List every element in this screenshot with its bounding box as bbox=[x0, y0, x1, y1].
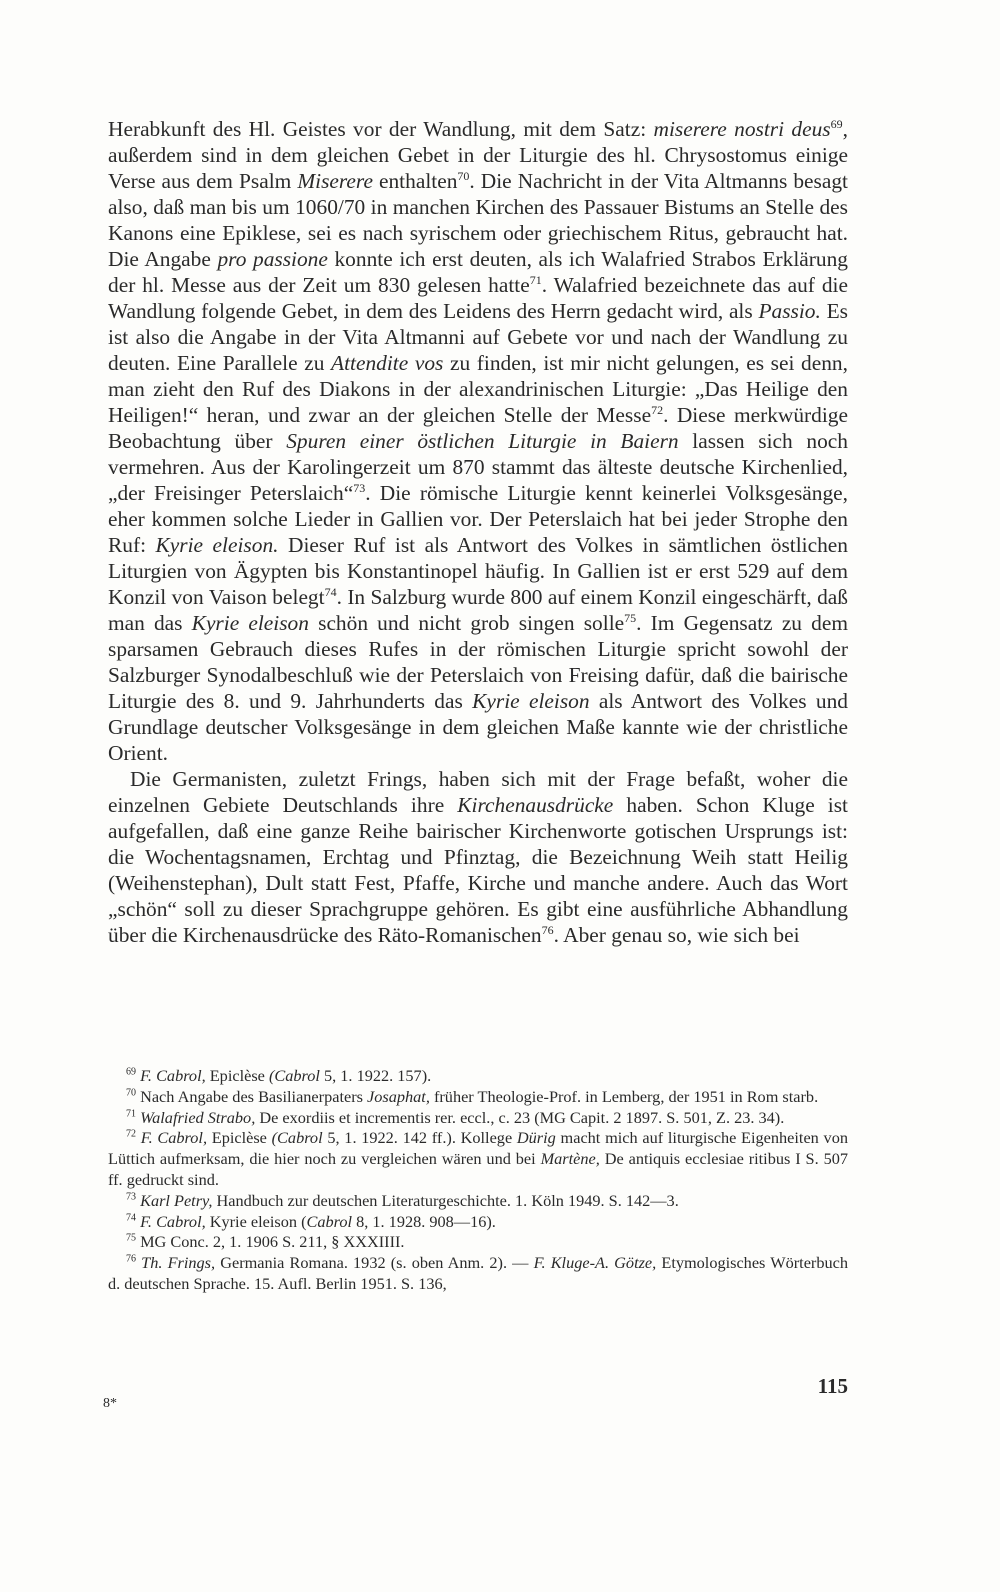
text-segment: . Die Nachricht in der Vita Altmanns besagt also, daß man bis um 1060/70 in manchen Kirchen des Passauer Bistums an Stelle des Kanons eine Epiklese, sei es nach syrischem oder griechischem Ritus, gebraucht hat. Die Angabe bbox=[108, 169, 849, 271]
footnote-reference: 70 bbox=[457, 168, 470, 183]
italic-text-segment: Spuren einer östlichen Liturgie in Baiern bbox=[286, 429, 679, 453]
text-segment: schön und nicht grob singen solle bbox=[308, 611, 625, 635]
italic-text-segment: Kyrie eleison bbox=[472, 689, 590, 713]
footnote bbox=[108, 1191, 848, 1212]
footnote-text-segment: Epiclèse bbox=[205, 1066, 269, 1085]
footnote-text-segment: Etymologisches Wörterbuch d. deutschen Sprache. 15. Aufl. Berlin 1951. S. 136, bbox=[108, 1253, 848, 1293]
footnote-text-segment: Epiclèse bbox=[207, 1128, 272, 1148]
signature-mark: 8* bbox=[103, 1396, 117, 1411]
text-segment: . Aber genau so, wie sich bei bbox=[553, 923, 800, 947]
footnote-text-segment: macht mich auf liturgische Eigenheiten von Lüttich aufmerksam, die hier noch zu vergleichen wären und bei bbox=[108, 1128, 848, 1169]
italic-text-segment: Passio. bbox=[758, 299, 821, 323]
footnote-italic-segment: Cabrol bbox=[306, 1211, 353, 1231]
text-segment: Die Germanisten, zuletzt Frings, haben sich mit der Frage befaßt, woher die einzelnen Gebiete Deutschlands ihre bbox=[108, 767, 848, 817]
footnote-number: 73 bbox=[126, 1191, 136, 1203]
italic-text-segment: Attendite vos bbox=[331, 351, 444, 375]
main-text bbox=[108, 116, 848, 948]
text-segment: Herabkunft des Hl. Geistes vor der Wandlung, mit dem Satz: bbox=[108, 117, 654, 141]
footnote-italic-segment: F. Cabrol, bbox=[140, 1211, 206, 1231]
text-segment: haben. Schon Kluge ist aufgefallen, daß eine ganze Reihe bairischer Kirchenworte gotischen Ursprungs ist: die Wochentagsnamen, Erchtag und Pfinztag, die Bezeichnung Weih statt Heilig (Weihenstephan), Dult statt Fest, Pfaffe, Kirche und manche andere. Auch das Wort „schön“ soll zu dieser Sprachgruppe gehören. Es gibt eine ausführliche Abhandlung über die Kirchenausdrücke des Räto-Romanischen bbox=[108, 793, 848, 947]
text-segment: Es ist also die Angabe in der Vita Altmanni auf Gebete vor und nach der Wandlung zu deuten. Eine Parallele zu bbox=[108, 299, 848, 375]
footnote-number: 72 bbox=[126, 1128, 136, 1140]
italic-text-segment: Miserere bbox=[297, 169, 373, 193]
text-segment: zu finden, ist mir nicht gelungen, es sei denn, man zieht den Ruf des Diakons in der alexandrinischen Liturgie: „Das Heilige den Heiligen!“ heran, und zwar an der gleichen Stelle der Messe bbox=[108, 351, 848, 427]
footnote-italic-segment: F. Cabrol, bbox=[140, 1128, 208, 1148]
footnote-italic-segment: Walafried Strabo, bbox=[140, 1107, 256, 1127]
footnote-italic-segment: F. Cabrol, bbox=[140, 1066, 206, 1085]
text-segment: . In Salzburg wurde 800 auf einem Konzil eingeschärft, daß man das bbox=[108, 585, 848, 635]
footnote-number: 76 bbox=[126, 1253, 136, 1265]
italic-text-segment: Kirchenausdrücke bbox=[457, 793, 614, 817]
footnote-italic-segment: (Cabrol bbox=[271, 1128, 323, 1148]
footnote bbox=[108, 1087, 848, 1108]
footnote-number: 74 bbox=[126, 1212, 136, 1224]
footnote bbox=[108, 1212, 848, 1233]
footnote-reference: 74 bbox=[324, 584, 337, 599]
footnote-reference: 72 bbox=[651, 402, 664, 417]
footnote-italic-segment: Karl Petry, bbox=[140, 1190, 213, 1210]
text-segment: enthalten bbox=[372, 169, 458, 193]
footnote-reference: 69 bbox=[830, 116, 843, 131]
footnote-text-segment: Nach Angabe des Basilianerpaters bbox=[140, 1086, 368, 1106]
text-segment: . Die römische Liturgie kennt keinerlei Volksgesänge, eher kommen solche Lieder in Gallien vor. Der Peterslaich hat bei jeder Strophe den Ruf: bbox=[108, 481, 848, 557]
footnote-text-segment: Kyrie eleison ( bbox=[205, 1211, 307, 1231]
footnote-number: 69 bbox=[126, 1066, 136, 1078]
text-segment: , außerdem sind in dem gleichen Gebet in der Liturgie des hl. Chrysostomus einige Verse aus dem Psalm bbox=[108, 117, 848, 193]
footnote-reference: 73 bbox=[353, 480, 366, 495]
footnote bbox=[108, 1253, 848, 1295]
footnote-text-segment: früher Theologie-Prof. in Lemberg, der 1951 in Rom starb. bbox=[429, 1086, 819, 1106]
footnote bbox=[108, 1066, 848, 1087]
text-segment: . Diese merkwürdige Beobachtung über bbox=[108, 403, 848, 453]
page-number: 115 bbox=[817, 1374, 848, 1398]
text-segment: . Walafried bezeichnete das auf die Wandlung folgende Gebet, in dem des Leidens des Herrn gedacht wird, als bbox=[108, 273, 848, 323]
footnote-text-segment: 5, 1. 1922. 157). bbox=[319, 1066, 432, 1085]
footnote-reference: 71 bbox=[529, 272, 542, 287]
text-segment: Dieser Ruf ist als Antwort des Volkes in sämtlichen östlichen Liturgien von Ägypten bis Konstantinopel häufig. In Gallien ist er erst 529 auf dem Konzil von Vaison belegt bbox=[108, 533, 848, 609]
footnote bbox=[108, 1232, 848, 1253]
footnote-text-segment: 8, 1. 1928. 908—16). bbox=[352, 1211, 496, 1231]
footnote-italic-segment: Th. Frings, bbox=[141, 1253, 216, 1273]
footnote-text-segment: De antiquis ecclesiae ritibus I S. 507 ff. gedruckt sind. bbox=[108, 1149, 848, 1189]
body-paragraph bbox=[108, 116, 848, 766]
footnotes bbox=[108, 1066, 848, 1295]
footnote-text-segment: Handbuch zur deutschen Literaturgeschichte. 1. Köln 1949. S. 142—3. bbox=[212, 1190, 679, 1210]
text-segment: konnte ich erst deuten, als ich Walafried Strabos Erklärung der hl. Messe aus der Zeit um 830 gelesen hatte bbox=[108, 247, 849, 297]
footnote-text-segment: Germania Romana. 1932 (s. oben Anm. 2). — bbox=[215, 1253, 534, 1273]
italic-text-segment: pro passione bbox=[217, 247, 328, 271]
footnote bbox=[108, 1128, 848, 1190]
footnote bbox=[108, 1108, 848, 1129]
italic-text-segment: Kyrie eleison bbox=[191, 611, 309, 635]
footnote-number: 70 bbox=[126, 1087, 136, 1099]
text-segment: lassen sich noch vermehren. Aus der Karolingerzeit um 870 stammt das älteste deutsche Kirchenlied, „der Freisinger Peterslaich“ bbox=[108, 429, 848, 505]
footnote-text-segment: De exordiis et incrementis rer. eccl., c. 23 (MG Capit. 2 1897. S. 501, Z. 23. 34). bbox=[255, 1107, 785, 1127]
footnote-italic-segment: Dürig bbox=[516, 1128, 556, 1148]
text-segment: als Antwort des Volkes und Grundlage deutscher Volksgesänge in dem gleichen Maße kannte wie der christliche Orient. bbox=[108, 689, 848, 765]
footnote-number: 75 bbox=[126, 1232, 136, 1244]
footnote-text-segment: 5, 1. 1922. 142 ff.). Kollege bbox=[322, 1128, 517, 1148]
footnote-reference: 75 bbox=[624, 610, 637, 625]
italic-text-segment: miserere nostri deus bbox=[653, 117, 831, 141]
body-paragraph bbox=[108, 766, 848, 948]
footnote-reference: 76 bbox=[541, 922, 554, 937]
footnote-number: 71 bbox=[126, 1108, 136, 1120]
footnote-italic-segment: Martène, bbox=[540, 1149, 600, 1169]
italic-text-segment: Kyrie eleison. bbox=[155, 533, 279, 557]
footnote-text-segment: MG Conc. 2, 1. 1906 S. 211, § XXXIIII. bbox=[140, 1232, 405, 1252]
text-segment: . Im Gegensatz zu dem sparsamen Gebrauch dieses Rufes in der römischen Liturgie spricht sowohl der Salzburger Synodalbeschluß wie der Peterslaich von Freising dafür, daß die bairische Liturgie des 8. und 9. Jahrhunderts das bbox=[108, 611, 848, 713]
footnote-italic-segment: F. Kluge-A. Götze, bbox=[533, 1253, 657, 1273]
footnote-italic-segment: (Cabrol bbox=[268, 1066, 320, 1085]
footnote-italic-segment: Josaphat, bbox=[367, 1086, 430, 1106]
